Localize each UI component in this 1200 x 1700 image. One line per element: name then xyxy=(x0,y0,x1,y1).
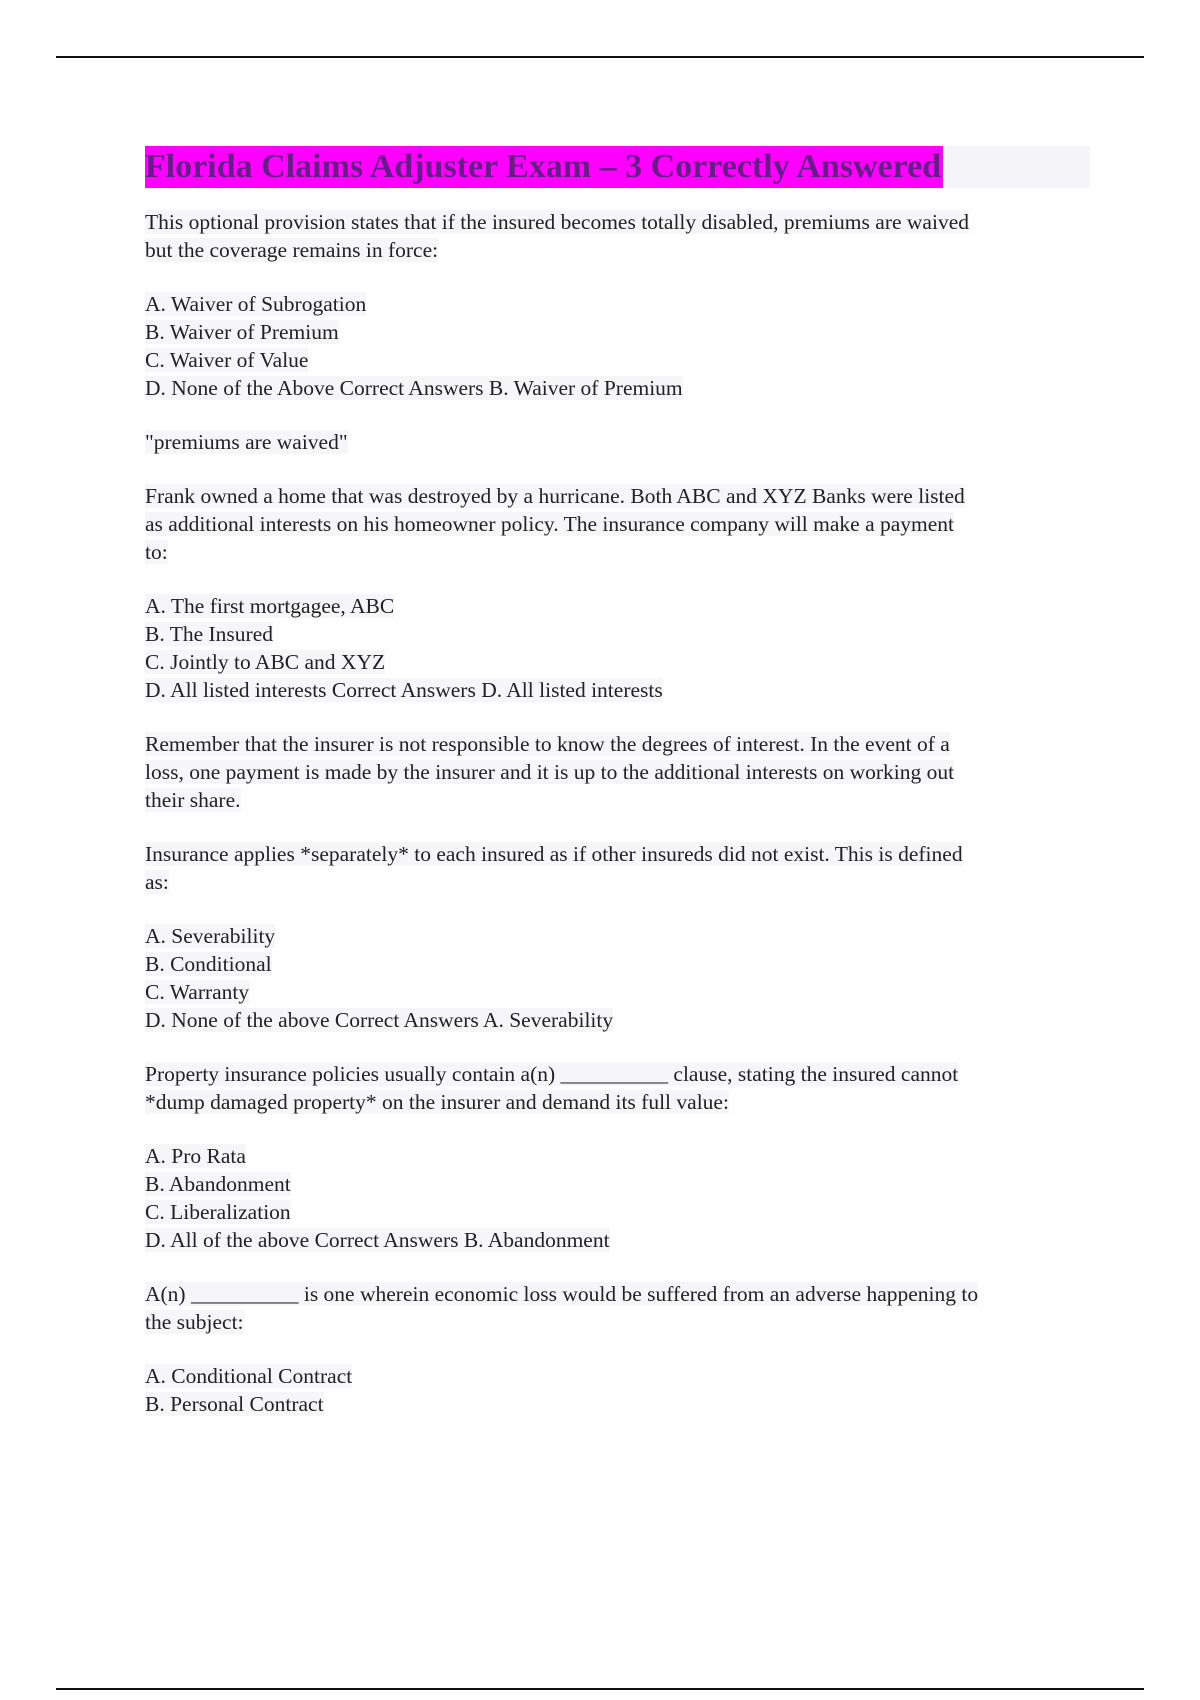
question-5 xyxy=(145,1280,1090,1418)
answer-option: A. Conditional Contract xyxy=(145,1364,353,1388)
answer-option: A. The first mortgagee, ABC xyxy=(145,594,395,618)
question-prompt-line: as additional interests on his homeowner policy. The insurance company will make a payment xyxy=(145,512,955,536)
answer-option: C. Waiver of Value xyxy=(145,348,309,372)
question-prompt-line: but the coverage remains in force: xyxy=(145,238,439,262)
answer-option-with-correct-answer: D. None of the Above Correct Answers B. Waiver of Premium xyxy=(145,376,683,400)
answer-option: B. Personal Contract xyxy=(145,1392,324,1416)
question-2 xyxy=(145,482,1090,814)
question-prompt-line: Property insurance policies usually contain a(n) __________ clause, stating the insured cannot xyxy=(145,1062,959,1086)
answer-option: C. Liberalization xyxy=(145,1200,291,1224)
question-1 xyxy=(145,208,1090,456)
answer-option: A. Waiver of Subrogation xyxy=(145,292,367,316)
answer-option: B. The Insured xyxy=(145,622,273,646)
question-prompt-line: Insurance applies *separately* to each insured as if other insureds did not exist. This is defined xyxy=(145,842,963,866)
answer-option: C. Warranty xyxy=(145,980,250,1004)
explanation-line: loss, one payment is made by the insurer and it is up to the additional interests on working out xyxy=(145,760,955,784)
answer-option-with-correct-answer: D. All listed interests Correct Answers D. All listed interests xyxy=(145,678,663,702)
answer-option: B. Conditional xyxy=(145,952,272,976)
document-body xyxy=(145,146,1090,1418)
question-prompt-line: Frank owned a home that was destroyed by a hurricane. Both ABC and XYZ Banks were listed xyxy=(145,484,965,508)
question-prompt-line: the subject: xyxy=(145,1310,244,1334)
document-title: Florida Claims Adjuster Exam – 3 Correctly Answered xyxy=(145,146,943,188)
question-prompt-line: *dump damaged property* on the insurer and demand its full value: xyxy=(145,1090,729,1114)
question-prompt-line: to: xyxy=(145,540,168,564)
title-bar xyxy=(145,146,1090,188)
explanation-line: "premiums are waived" xyxy=(145,430,348,454)
question-4 xyxy=(145,1060,1090,1254)
question-3 xyxy=(145,840,1090,1034)
answer-option: A. Pro Rata xyxy=(145,1144,246,1168)
answer-option: B. Abandonment xyxy=(145,1172,291,1196)
question-prompt-line: This optional provision states that if the insured becomes totally disabled, premiums are waived xyxy=(145,210,969,234)
question-prompt-line: as: xyxy=(145,870,169,894)
answer-option-with-correct-answer: D. All of the above Correct Answers B. Abandonment xyxy=(145,1228,610,1252)
header-rule xyxy=(56,56,1144,58)
footer-rule xyxy=(56,1688,1144,1690)
answer-option: B. Waiver of Premium xyxy=(145,320,339,344)
answer-option: C. Jointly to ABC and XYZ xyxy=(145,650,386,674)
question-prompt-line: A(n) __________ is one wherein economic loss would be suffered from an adverse happening to xyxy=(145,1282,979,1306)
explanation-line: Remember that the insurer is not responsible to know the degrees of interest. In the event of a xyxy=(145,732,950,756)
answer-option: A. Severability xyxy=(145,924,276,948)
explanation-line: their share. xyxy=(145,788,241,812)
answer-option-with-correct-answer: D. None of the above Correct Answers A. Severability xyxy=(145,1008,614,1032)
